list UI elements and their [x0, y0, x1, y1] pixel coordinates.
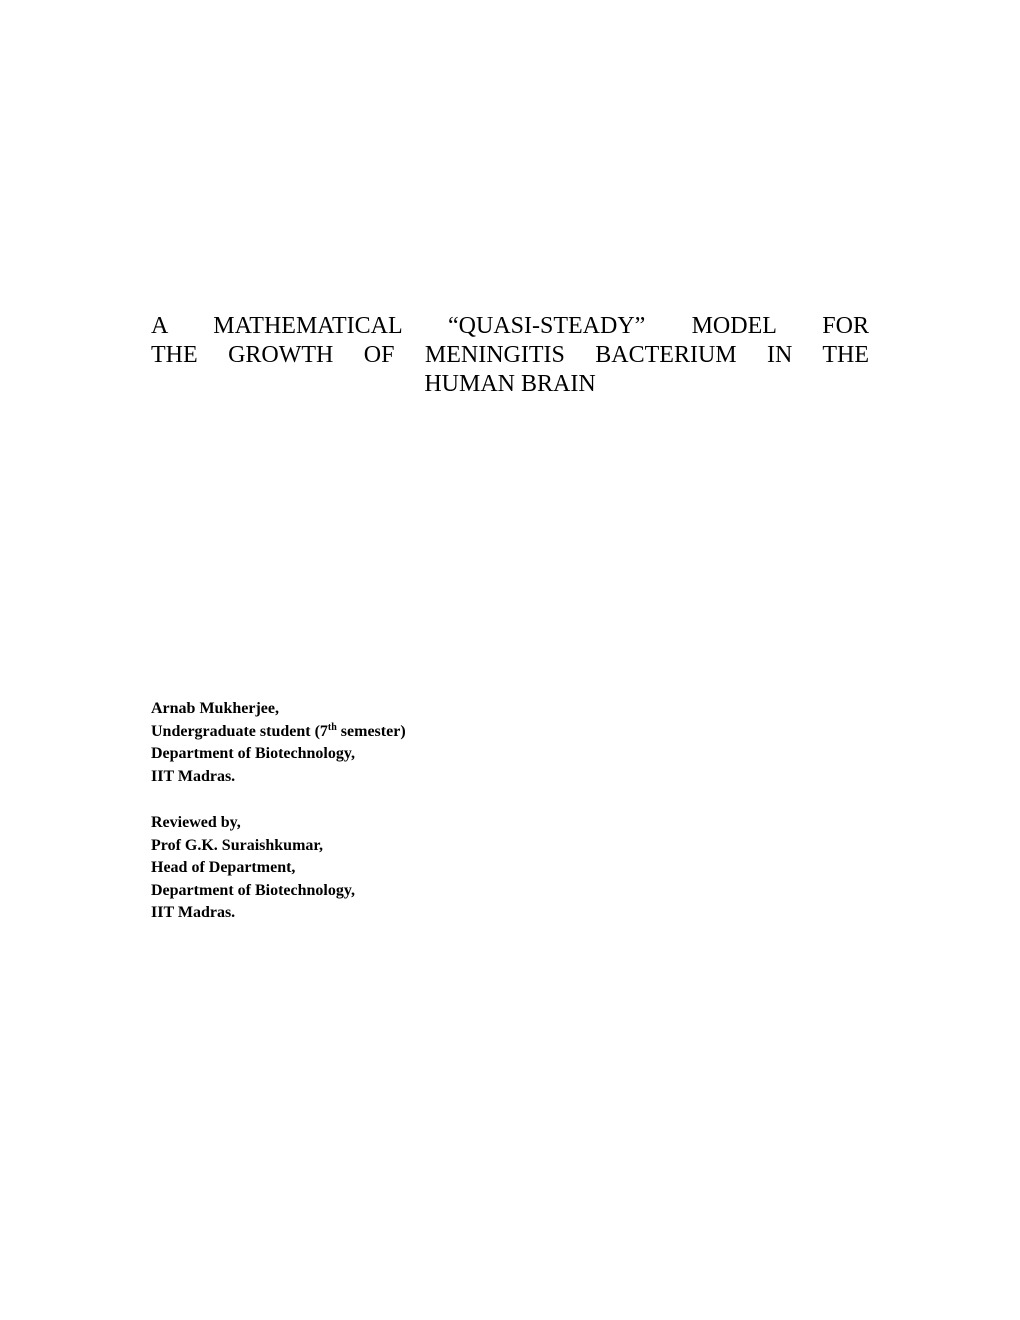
reviewer-institute: IIT Madras. — [151, 904, 236, 921]
reviewer-department: Department of Biotechnology, — [151, 881, 355, 899]
author-role-superscript: th — [327, 721, 337, 733]
title-line-2: THE GROWTH OF MENINGITIS BACTERIUM IN THE — [151, 342, 869, 368]
document-title — [151, 312, 869, 399]
reviewer-name: Prof G.K. Suraishkumar, — [151, 836, 324, 854]
spacer — [151, 788, 651, 812]
author-department: Department of Biotechnology, — [151, 745, 355, 762]
author-role — [151, 721, 651, 744]
reviewer-position: Head of Department, — [151, 859, 296, 876]
author-role-prefix: Undergraduate student (7 — [151, 722, 328, 740]
author-institute: IIT Madras. — [151, 767, 236, 785]
title-line-1: A MATHEMATICAL “QUASI-STEADY” MODEL FOR — [151, 313, 869, 339]
title-line-3: HUMAN BRAIN — [424, 371, 596, 397]
author-name: Arnab Mukherjee, — [151, 700, 279, 717]
author-role-suffix: semester) — [336, 722, 406, 740]
author-info-block — [151, 698, 651, 925]
reviewer-label: Reviewed by, — [151, 814, 241, 831]
